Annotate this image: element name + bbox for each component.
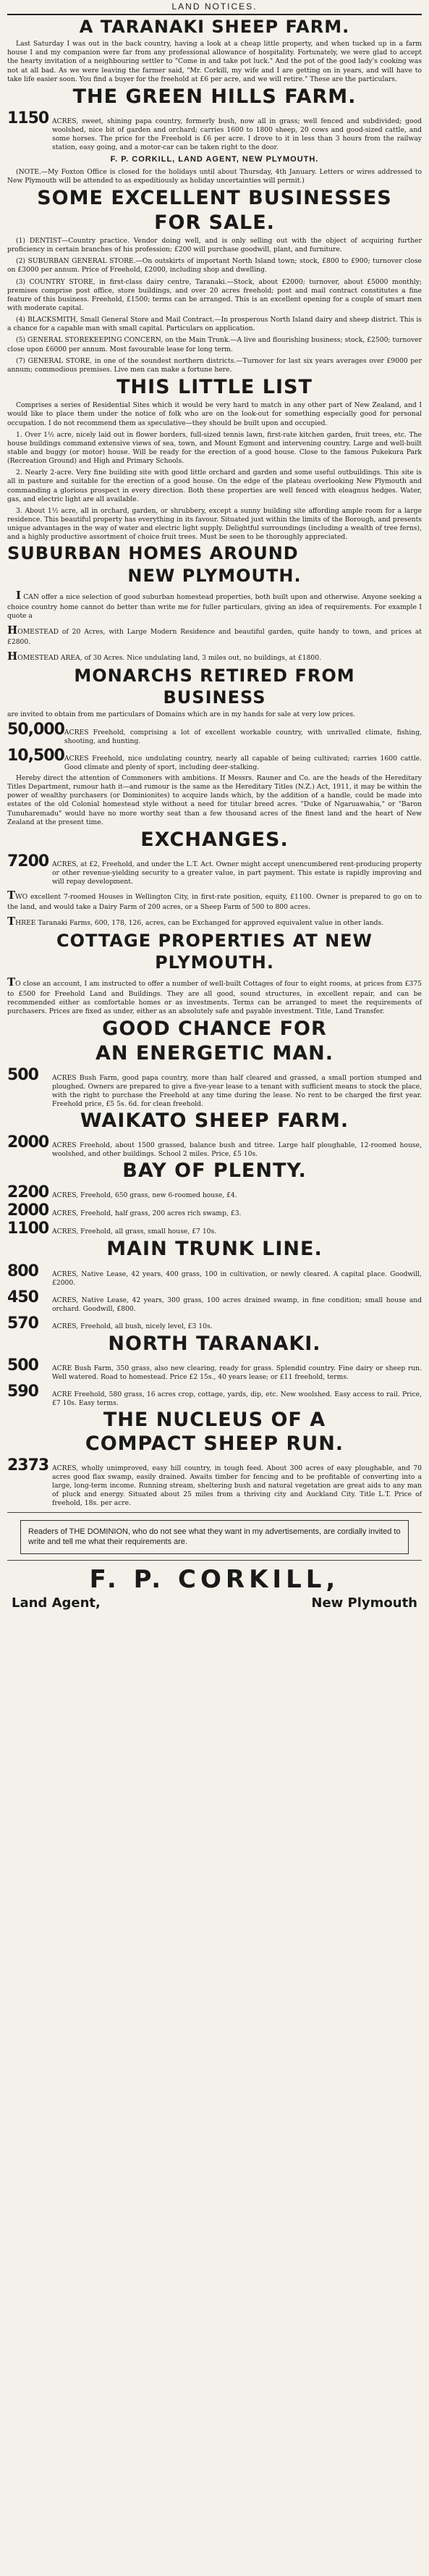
section-outro: Hereby direct the attention of Commoners with ambitions. If Messrs. Rauner and Co. are the heads of the Hereditary Titles Department, rumour hath it—and rumour is the same as the Hereditary Titles (N.Z.) Act, 1911, it may be within the power of wealthy purchasers (or Dominionites) to acquire lands which, by the addition of a handle, could be made into estates of the old Colonial homestead style without a need for titular breed acres. "Duke of Ngaruawahia," or "Baron Tunuharemadu" would have no more worthy seat than a few thousand acres of the finest land and the heart of New Zealand at the present time. <box>7 773 422 826</box>
listing-item <box>7 1203 422 1219</box>
north-taranaki-section <box>7 1334 422 1408</box>
listing-item <box>7 1221 422 1237</box>
list-item: TWO excellent 7-roomed Houses in Wellington City, in first-rate position, equity, £1100. Owner is prepared to go on to the land, and would take a Dairy Farm of 200 acres, or a Sheep Farm of 500 to 800 acres. <box>7 889 422 911</box>
section-title-line-2: FOR SALE. <box>154 211 275 234</box>
section-title-line-2: PLYMOUTH. <box>155 952 274 973</box>
section-title: MONARCHS RETIRED FROM <box>74 665 355 686</box>
suburban-homes-section <box>7 545 422 663</box>
listing-text: ACRE Freehold, 580 grass, 16 acres crop, cottage, yards, dip, etc. New woolshed. Easy access to rail. Price, £7 10s. Easy terms. <box>52 1390 422 1407</box>
cottage-properties-section <box>7 932 422 1017</box>
divider <box>7 1560 422 1561</box>
listing-item <box>7 1264 422 1288</box>
listing-text: ACRES, Native Lease, 42 years, 300 grass, 100 acres drained swamp, in fine condition; small house and orchard. Goodwill, £800. <box>52 1296 422 1313</box>
divider <box>7 1512 422 1513</box>
list-item: (7) GENERAL STORE, in one of the soundest northern districts.—Turnover for last six years averages over £9000 per annum; commodious premises. Live men can make a fortune here. <box>7 356 422 374</box>
listing-item <box>7 1067 422 1109</box>
waikato-sheep-farm-section <box>7 1111 422 1159</box>
this-little-list-section <box>7 377 422 542</box>
listing-item <box>7 1135 422 1159</box>
section-title: A TARANAKI SHEEP FARM. <box>79 17 350 37</box>
section-title: BAY OF PLENTY. <box>122 1159 307 1183</box>
listing-figure: 2000 <box>7 1201 49 1220</box>
main-trunk-line-section <box>7 1239 422 1331</box>
businesses-for-sale-section <box>7 188 422 374</box>
list-item: (4) BLACKSMITH, Small General Store and Mail Contract.—In prosperous North Island dairy and sheep district. This is a chance for a capable man with small capital. Particulars on application. <box>7 316 422 333</box>
list-item: (5) GENERAL STOREKEEPING CONCERN, on the Main Trunk.—A live and flourishing business; stock, £2500; turnover close upon £6000 per annum. Most favourable lease for long term. <box>7 336 422 353</box>
section-title-line-2: COMPACT SHEEP RUN. <box>85 1432 344 1456</box>
listing-figure: 500 <box>7 1066 38 1085</box>
advertiser-name: F. P. CORKILL, <box>89 1564 340 1594</box>
section-title: NORTH TARANAKI. <box>108 1332 321 1355</box>
section-title-line-2: NEW PLYMOUTH. <box>127 565 302 586</box>
listing-text: ACRES, at £2, Freehold, and under the L.T. Act. Owner might accept unencumbered rent-producing property or other revenue-yielding security to a greater value, in part payment. This estate is rapidly improving and will repay development. <box>52 860 422 886</box>
section-intro: are invited to obtain from me particulars of Domains which are in my hands for sale at very low prices. <box>7 710 355 718</box>
listing-text: ACRES Bush Farm, good papa country, more than half cleared and grassed, a small portion stumped and ploughed. Owners are prepared to give a five-year lease to a tenant with sufficient means to stock the place, with the right to purchase the Freehold at any time during the lease. No rent to be charged the first year. Freehold price, £5 5s. 6d. for clean freehold. <box>52 1074 422 1108</box>
section-body: Last Saturday I was out in the back country, having a look at a cheap little property, and when tucked up in a farm house I and my companion were far from any professional allowance of hospitality. Fortunately, we were glad to accept the hearty invitation of a neighbouring settler to "Come in and take pot luck." And the pot of the good lady's cooking was not at all bad. As we were leaving the farmer said, "Mr. Corkill, my wife and I are getting on in years, and will have to take life easier soon. You find a buyer for the freehold at £6 per acre, and we will retire." These are the particulars. <box>7 40 422 83</box>
listing-text: ACRES, Freehold, all bush, nicely level, £3 10s. <box>52 1322 213 1330</box>
bay-of-plenty-section <box>7 1161 422 1237</box>
listing-text: ACRES, wholly unimproved, easy hill country, in tough feed. About 300 acres of easy ploughable, and 70 acres good flax swamp, easily drained. Awaits timber for fencing and to be profitable of converting into a large, long-term income. Running stream, sheltering bush and natural vegetation are great aids to any man of pluck and energy. Situated about 25 miles from a thriving city and Auckland City. Title L.T. Price of freehold, 18s. per acre. <box>52 1464 422 1508</box>
listing-text: ACRES, Freehold, 650 grass, new 6-roomed house, £4. <box>52 1191 237 1200</box>
taranaki-sheep-farm-section <box>7 18 422 84</box>
listing-text: ACRES, Native Lease, 42 years, 400 grass, 100 in cultivation, or newly cleared. A capital place. Goodwill, £2000. <box>52 1270 422 1287</box>
list-item: (1) DENTIST—Country practice. Vendor doing well, and is only selling out with the object of acquiring further proficiency in certain branches of his profession; £200 will purchase goodwill, plant, and furniture. <box>7 237 422 254</box>
section-title: THE NUCLEUS OF A <box>103 1408 326 1431</box>
listing-text: ACRES, Freehold, all grass, small house, £7 10s. <box>52 1228 217 1236</box>
monarchs-retired-section <box>7 667 422 827</box>
list-item: (2) SUBURBAN GENERAL STORE.—On outskirts of important North Island town; stock, £800 to £900; turnover close on £3000 per annum. Price of Freehold, £2000, including shop and dwelling. <box>7 257 422 274</box>
advertiser-role: Land Agent, <box>12 1595 101 1611</box>
holiday-note: (NOTE.—My Foxton Office is closed for the holidays until about Thursday, 4th January. Letters or wires addressed to New Plymouth will be attended to as expeditiously as holiday uncertainties will permit.) <box>7 168 422 185</box>
listing-figure: 590 <box>7 1382 38 1401</box>
listing-figure: 1150 <box>7 109 49 128</box>
listing-text: ACRES, Freehold, half grass, 200 acres rich swamp, £3. <box>52 1209 242 1218</box>
list-item: 3. About 1½ acre, all in orchard, garden, or shrubbery, except a sunny building site affording ample room for a large residence. This beautiful property has everything in its favour. Situated just within the limits of the Borough, and presents unique advantages in the way of water and electric light supply. Delightful surroundings (including a wealth of tree ferns), and a highly productive assortment of choice fruit trees. Must be seen to be thoroughly appreciated. <box>7 506 422 542</box>
section-body: I CAN offer a nice selection of good suburban homestead properties, both built upon and otherwise. Anyone seeking a choice country home cannot do better than write me for fuller particulars, giving an idea of requirements. For example I quote a <box>7 588 422 620</box>
listing-figure: 1100 <box>7 1220 49 1238</box>
advertiser-location: New Plymouth <box>311 1595 417 1611</box>
readers-notice-box: Readers of THE DOMINION, who do not see what they want in my advertisements, are cordially invited to write and tell me what their requirements are. <box>20 1520 409 1554</box>
listing-figure: 500 <box>7 1356 38 1375</box>
listing-item <box>7 111 422 152</box>
listing-figure: 2373 <box>7 1456 49 1475</box>
green-hills-farm-section <box>7 87 422 185</box>
section-title: GOOD CHANCE FOR <box>102 1018 327 1041</box>
listing-text: ACRE Bush Farm, 350 grass, also new clearing, ready for grass. Splendid country. Fine dairy or sheep run. Well watered. Road to homestead. Price £2 15s., 40 years lease; or £11 freehold, terms. <box>52 1364 422 1381</box>
listing-item <box>7 1358 422 1382</box>
listing-text: ACRES, sweet, shining papa country, formerly bush, now all in grass; well fenced and subdivided; good woolshed, nice bit of garden and orchard; carries 1600 to 1800 sheep, 20 cows and good-sized cattle, and some horses. The price for the Freehold is £6 per acre. I drove to it in less than 3 hours from the railway station, easy going, and a motor-car can be taken right to the door. <box>52 117 422 152</box>
listing-figure: 7200 <box>7 852 49 871</box>
section-title-line-2: BUSINESS <box>163 687 266 708</box>
section-title: SOME EXCELLENT BUSINESSES <box>37 187 392 210</box>
list-item: HOMESTEAD AREA, of 30 Acres. Nice undulating land, 3 miles out, no buildings, at £1800. <box>7 649 322 663</box>
section-title: COTTAGE PROPERTIES AT NEW <box>56 930 373 951</box>
section-title-line-2: AN ENERGETIC MAN. <box>95 1041 334 1065</box>
section-body: TO close an account, I am instructed to offer a number of well-built Cottages of four to eight rooms, at prices from £375 to £500 for Freehold Land and Buildings. They are all good, sound structures, in excellent repair, and can be recommended either as comfortable homes or as investments. Terms can be arranged to meet the requirements of purchasers. Prices are fixed as under, either as an absolutely safe and payable investment. Title, Land Transfer. <box>7 976 422 1016</box>
listing-item <box>7 1316 422 1332</box>
listing-figure: 2000 <box>7 1133 49 1152</box>
compact-sheep-run-section <box>7 1410 422 1508</box>
listing-figure: 50,000 <box>7 721 64 739</box>
list-item: HOMESTEAD of 20 Acres, with Large Modern Residence and beautiful garden, quite handy to town, and prices at £2800. <box>7 623 422 646</box>
listing-text: ACRES Freehold, about 1500 grassed, balance bush and titree. Large half ploughable, 12-roomed house, woolshed, and other buildings. School 2 miles. Price, £5 10s. <box>52 1141 422 1159</box>
section-title: WAIKATO SHEEP FARM. <box>80 1109 349 1132</box>
section-title: THIS LITTLE LIST <box>116 375 313 398</box>
listing-figure: 2200 <box>7 1183 49 1202</box>
agent-line: F. P. CORKILL, LAND AGENT, NEW PLYMOUTH. <box>110 155 319 164</box>
listing-figure: 570 <box>7 1314 38 1333</box>
listing-item <box>7 1458 422 1508</box>
list-item: 2. Nearly 2-acre. Very fine building site with good little orchard and garden and some useful outbuildings. This site is all in pasture and suitable for the erection of a good house. On the edge of the plateau overlooking New Plymouth and commanding a glorious prospect in every direction. Both these properties are well fenced with eleagnus hedges. Water, gas, and electric light are all available. <box>7 469 422 503</box>
listing-figure: 10,500 <box>7 747 64 765</box>
masthead: LAND NOTICES. <box>7 0 422 15</box>
listing-figure: 450 <box>7 1288 38 1306</box>
listing-item <box>7 1290 422 1314</box>
section-title: EXCHANGES. <box>140 828 289 851</box>
section-title: THE GREEN HILLS FARM. <box>72 85 357 108</box>
list-item: (3) COUNTRY STORE, in first-class dairy centre, Taranaki.—Stock, about £2000; turnover, about £5000 monthly; premises comprise post office, store buildings, and over 20 acres freehold; post and mail contract constitutes a fine feature of this business. Freehold, £1500; terms can be arranged. This is an excellent opening for a couple of smart men with moderate capital. <box>7 277 422 312</box>
energetic-man-section <box>7 1019 422 1109</box>
section-title-text: SUBURBAN HOMES AROUND <box>7 543 299 564</box>
listing-figure: 800 <box>7 1262 38 1280</box>
exchanges-section <box>7 830 422 929</box>
advertiser-title-line <box>7 1595 422 1611</box>
listing-text: ACRES Freehold, nice undulating country, nearly all capable of being cultivated; carries 1600 cattle. Good climate and plenty of sport, including deer-stalking. <box>64 755 422 771</box>
listing-item <box>7 722 422 746</box>
section-title: MAIN TRUNK LINE. <box>106 1238 323 1261</box>
list-item: THREE Taranaki Farms, 600, 178, 126, acres, can be Exchanged for approved equivalent value in other lands. <box>7 914 384 928</box>
section-intro: Comprises a series of Residential Sites which it would be very hard to match in any other part of New Zealand, and I would like to place them under the notice of folk who are on the look-out for something especially good for personal occupation. I do not recommend them as speculative—they should be built upon and occupied. <box>7 401 422 427</box>
listing-item <box>7 1185 422 1201</box>
listing-item <box>7 748 422 772</box>
listing-item <box>7 854 422 886</box>
list-item: 1. Over 1½ acre, nicely laid out in flower borders, full-sized tennis lawn, first-rate kitchen garden, fruit trees, etc. The house buildings command extensive views of sea, town, and Mount Egmont and intervening country. Large and well-built stable and buggy (or motor) house. Will be ready for the erection of a good house. Close to the famous Pukekura Park (Recreation Ground) and High and Primary Schools. <box>7 430 422 466</box>
section-title <box>7 545 422 563</box>
listing-text: ACRES Freehold, comprising a lot of excellent workable country, with unrivalled climate, fishing, shooting, and hunting. <box>64 729 422 746</box>
listing-item <box>7 1384 422 1408</box>
